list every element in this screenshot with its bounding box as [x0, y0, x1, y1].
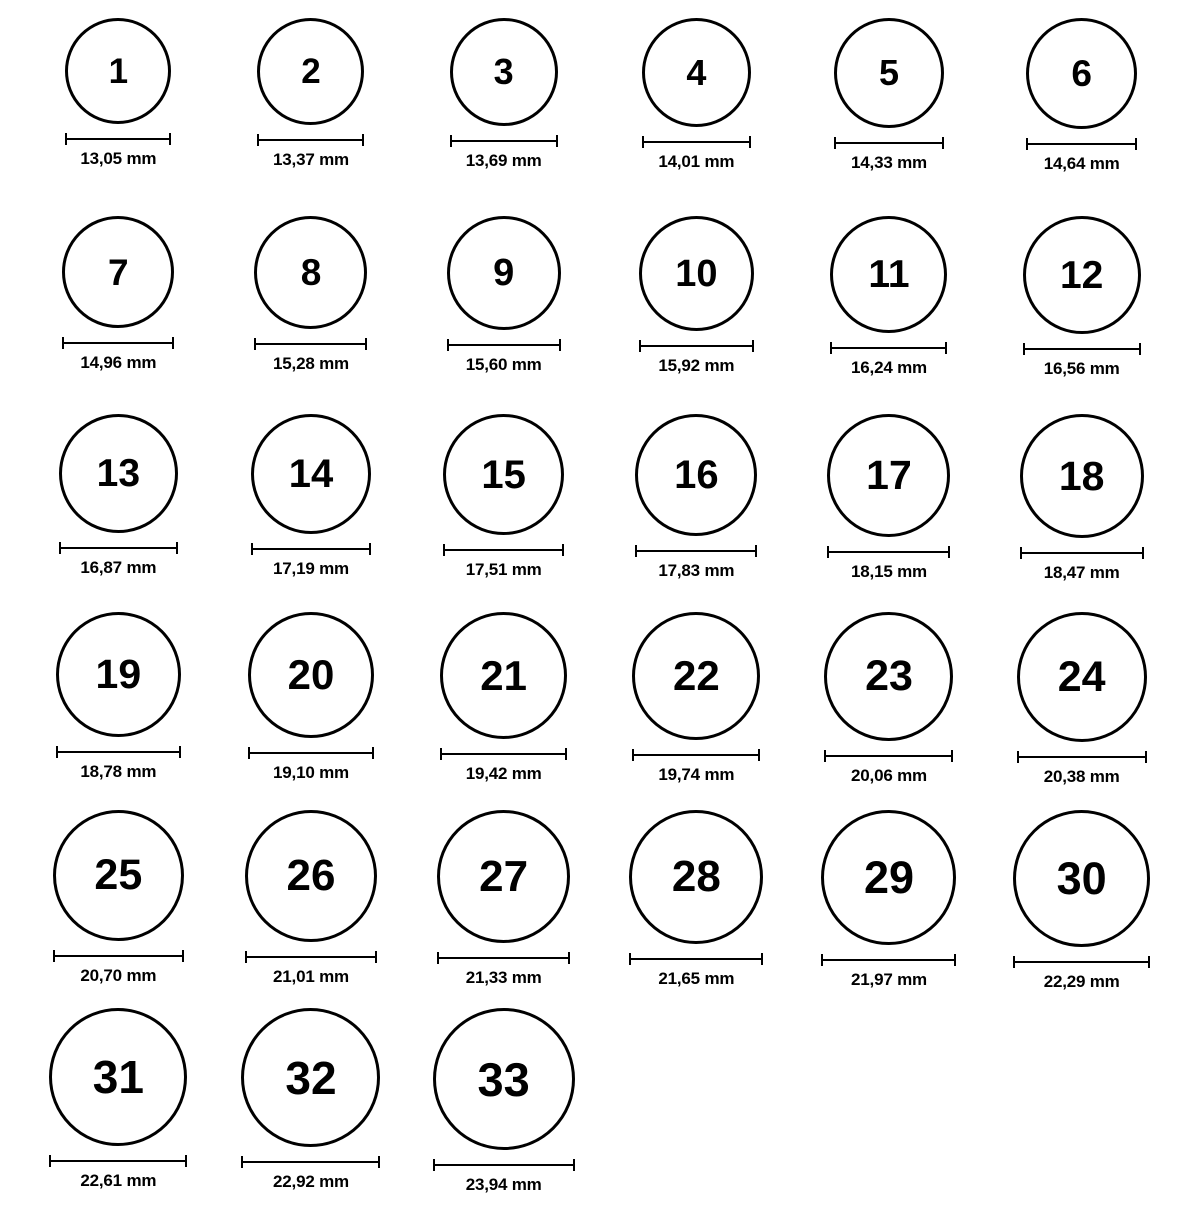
- diameter-measure-bar: [1017, 751, 1147, 763]
- ring-circle: [440, 612, 567, 739]
- ring-circle: [629, 810, 763, 944]
- measure-tick-left: [827, 546, 829, 558]
- ring-size-cell: [22, 414, 215, 612]
- measure-tick-left: [53, 950, 55, 962]
- measure-tick-right: [1135, 138, 1137, 150]
- ring-circle: [827, 414, 950, 537]
- measure-tick-right: [362, 134, 364, 146]
- ring-size-cell: [215, 1008, 408, 1206]
- ring-size-number: 7: [108, 251, 129, 293]
- diameter-label: 22,61 mm: [80, 1171, 157, 1190]
- ring-size-number: 24: [1057, 652, 1106, 701]
- diameter-label: 15,60 mm: [465, 355, 542, 374]
- diameter-label: 23,94 mm: [465, 1175, 542, 1194]
- diameter-label: 19,10 mm: [273, 763, 349, 782]
- measure-tick-right: [169, 133, 171, 145]
- measure-line: [241, 1161, 380, 1163]
- ring-circle: [257, 18, 364, 125]
- ring-size-cell: [407, 810, 600, 1008]
- diameter-label: 21,97 mm: [851, 970, 927, 989]
- ring-size-number: 14: [288, 452, 334, 496]
- measure-tick-left: [241, 1156, 243, 1168]
- ring-circle: [241, 1008, 380, 1147]
- diameter-measure-bar: [642, 136, 751, 148]
- measure-tick-right: [758, 749, 760, 761]
- measure-tick-right: [556, 135, 558, 147]
- measure-tick-right: [1139, 343, 1141, 355]
- measure-line: [248, 752, 374, 754]
- diameter-measure-bar: [1020, 547, 1144, 559]
- measure-line: [834, 142, 944, 144]
- diameter-label: 21,01 mm: [273, 967, 349, 986]
- measure-tick-right: [179, 746, 181, 758]
- ring-size-cell: [793, 612, 986, 810]
- ring-size-number: 20: [287, 651, 335, 698]
- diameter-label: 19,74 mm: [658, 765, 735, 784]
- measure-tick-right: [951, 750, 953, 762]
- measure-tick-left: [632, 749, 634, 761]
- measure-tick-left: [251, 543, 253, 555]
- ring-size-cell: [407, 216, 600, 414]
- ring-size-cell: [407, 414, 600, 612]
- diameter-label: 18,15 mm: [851, 562, 927, 581]
- measure-tick-left: [257, 134, 259, 146]
- diameter-measure-bar: [834, 137, 944, 149]
- measure-tick-left: [1023, 343, 1025, 355]
- ring-size-cell: [985, 810, 1178, 1008]
- measure-line: [824, 755, 953, 757]
- ring-size-number: 6: [1071, 53, 1092, 94]
- diameter-measure-bar: [629, 953, 763, 965]
- measure-tick-right: [559, 339, 561, 351]
- ring-size-cell: [600, 414, 793, 612]
- ring-size-cell: [407, 612, 600, 810]
- diameter-measure-bar: [827, 546, 950, 558]
- measure-tick-right: [562, 544, 564, 556]
- diameter-label: 14,96 mm: [80, 353, 157, 372]
- diameter-label: 18,78 mm: [80, 762, 157, 781]
- measure-line: [821, 959, 956, 961]
- diameter-label: 15,28 mm: [273, 354, 349, 373]
- diameter-measure-bar: [254, 338, 367, 350]
- ring-circle: [56, 612, 181, 737]
- measure-line: [440, 753, 567, 755]
- ring-circle: [437, 810, 570, 943]
- ring-circle: [447, 216, 561, 330]
- diameter-label: 14,64 mm: [1043, 154, 1120, 173]
- diameter-label: 17,83 mm: [658, 561, 735, 580]
- ring-size-cell: [407, 1008, 600, 1206]
- measure-line: [56, 751, 181, 753]
- diameter-measure-bar: [248, 747, 374, 759]
- measure-line: [450, 140, 558, 142]
- diameter-label: 21,65 mm: [658, 969, 735, 988]
- diameter-label: 13,05 mm: [80, 149, 157, 168]
- ring-size-number: 8: [300, 252, 322, 293]
- ring-circle: [450, 18, 558, 126]
- diameter-label: 14,33 mm: [851, 153, 927, 172]
- measure-tick-right: [182, 950, 184, 962]
- ring-size-number: 29: [863, 852, 915, 903]
- diameter-measure-bar: [245, 951, 377, 963]
- measure-tick-left: [245, 951, 247, 963]
- measure-tick-left: [639, 340, 641, 352]
- ring-circle: [53, 810, 184, 941]
- measure-tick-right: [568, 952, 570, 964]
- diameter-label: 18,47 mm: [1043, 563, 1120, 582]
- measure-line: [830, 347, 947, 349]
- diameter-measure-bar: [241, 1156, 380, 1168]
- measure-tick-right: [365, 338, 367, 350]
- ring-circle: [632, 612, 760, 740]
- ring-circle: [1020, 414, 1144, 538]
- ring-size-number: 10: [675, 252, 718, 295]
- ring-circle: [1023, 216, 1141, 334]
- ring-size-cell: [407, 18, 600, 216]
- measure-tick-left: [248, 747, 250, 759]
- measure-tick-right: [942, 137, 944, 149]
- diameter-measure-bar: [1013, 956, 1150, 968]
- measure-line: [437, 957, 570, 959]
- ring-circle: [245, 810, 377, 942]
- diameter-measure-bar: [53, 950, 184, 962]
- diameter-measure-bar: [440, 748, 567, 760]
- ring-size-cell: [600, 810, 793, 1008]
- ring-size-number: 22: [672, 652, 720, 699]
- measure-line: [254, 343, 367, 345]
- diameter-label: 17,19 mm: [273, 559, 349, 578]
- ring-circle: [433, 1008, 575, 1150]
- measure-tick-left: [1020, 547, 1022, 559]
- measure-tick-left: [443, 544, 445, 556]
- ring-size-number: 3: [493, 51, 514, 92]
- measure-tick-left: [437, 952, 439, 964]
- ring-size-cell: [215, 810, 408, 1008]
- ring-size-cell: [985, 612, 1178, 810]
- ring-size-number: 19: [95, 651, 142, 697]
- measure-tick-right: [948, 546, 950, 558]
- measure-tick-right: [573, 1159, 575, 1171]
- measure-line: [59, 547, 178, 549]
- diameter-label: 13,37 mm: [273, 150, 349, 169]
- diameter-label: 20,06 mm: [851, 766, 927, 785]
- diameter-label: 16,87 mm: [80, 558, 157, 577]
- ring-size-cell: [793, 216, 986, 414]
- ring-circle: [635, 414, 757, 536]
- ring-size-cell: [215, 612, 408, 810]
- ring-size-number: 27: [479, 851, 529, 901]
- measure-tick-right: [378, 1156, 380, 1168]
- ring-size-cell: [985, 414, 1178, 612]
- ring-size-number: 23: [865, 652, 913, 700]
- measure-tick-right: [1145, 751, 1147, 763]
- measure-tick-right: [375, 951, 377, 963]
- diameter-label: 13,69 mm: [465, 151, 542, 170]
- diameter-label: 20,38 mm: [1043, 767, 1120, 786]
- measure-tick-right: [172, 337, 174, 349]
- diameter-label: 20,70 mm: [80, 966, 157, 985]
- ring-size-number: 21: [480, 651, 528, 699]
- ring-circle: [642, 18, 751, 127]
- measure-line: [1013, 961, 1150, 963]
- ring-size-number: 18: [1058, 452, 1105, 499]
- measure-tick-right: [185, 1155, 187, 1167]
- measure-line: [49, 1160, 187, 1162]
- measure-line: [1020, 552, 1144, 554]
- diameter-measure-bar: [59, 542, 178, 554]
- measure-line: [629, 958, 763, 960]
- measure-tick-right: [749, 136, 751, 148]
- ring-size-number: 11: [868, 253, 910, 296]
- diameter-measure-bar: [1026, 138, 1137, 150]
- ring-size-cell: [985, 18, 1178, 216]
- diameter-measure-bar: [443, 544, 564, 556]
- ring-size-number: 31: [92, 1051, 144, 1103]
- diameter-measure-bar: [639, 340, 754, 352]
- measure-line: [639, 345, 754, 347]
- ring-size-number: 26: [286, 851, 336, 900]
- ring-size-cell: [793, 810, 986, 1008]
- measure-tick-right: [565, 748, 567, 760]
- measure-tick-left: [450, 135, 452, 147]
- measure-line: [65, 138, 171, 140]
- measure-tick-left: [834, 137, 836, 149]
- measure-tick-left: [65, 133, 67, 145]
- ring-size-cell: [600, 18, 793, 216]
- ring-size-number: 5: [878, 52, 899, 93]
- measure-tick-right: [954, 954, 956, 966]
- measure-tick-right: [755, 545, 757, 557]
- measure-tick-left: [59, 542, 61, 554]
- ring-circle: [248, 612, 374, 738]
- ring-size-cell: [985, 216, 1178, 414]
- measure-tick-left: [830, 342, 832, 354]
- ring-size-number: 33: [477, 1052, 530, 1106]
- measure-tick-left: [629, 953, 631, 965]
- diameter-label: 21,33 mm: [465, 968, 542, 987]
- diameter-measure-bar: [830, 342, 947, 354]
- ring-size-cell: [215, 414, 408, 612]
- measure-tick-left: [1026, 138, 1028, 150]
- measure-tick-left: [56, 746, 58, 758]
- ring-size-cell: [22, 216, 215, 414]
- measure-tick-left: [49, 1155, 51, 1167]
- measure-tick-left: [254, 338, 256, 350]
- measure-line: [447, 344, 561, 346]
- measure-tick-left: [635, 545, 637, 557]
- diameter-measure-bar: [437, 952, 570, 964]
- measure-line: [433, 1164, 575, 1166]
- measure-line: [827, 551, 950, 553]
- measure-tick-left: [642, 136, 644, 148]
- measure-tick-left: [440, 748, 442, 760]
- diameter-label: 19,42 mm: [465, 764, 542, 783]
- diameter-measure-bar: [65, 133, 171, 145]
- measure-tick-left: [62, 337, 64, 349]
- ring-circle: [443, 414, 564, 535]
- diameter-measure-bar: [635, 545, 757, 557]
- ring-size-number: 30: [1056, 853, 1107, 904]
- measure-tick-left: [1017, 751, 1019, 763]
- measure-tick-left: [447, 339, 449, 351]
- measure-line: [257, 139, 364, 141]
- measure-tick-left: [1013, 956, 1015, 968]
- measure-line: [251, 548, 371, 550]
- ring-size-cell: [600, 216, 793, 414]
- ring-size-number: 17: [866, 452, 912, 498]
- ring-circle: [1026, 18, 1137, 129]
- ring-size-number: 15: [481, 452, 526, 497]
- ring-circle: [65, 18, 171, 124]
- ring-circle: [49, 1008, 187, 1146]
- measure-line: [53, 955, 184, 957]
- ring-size-cell: [22, 1008, 215, 1206]
- ring-size-cell: [22, 18, 215, 216]
- ring-circle: [830, 216, 947, 333]
- measure-tick-right: [945, 342, 947, 354]
- ring-size-number: 2: [301, 52, 321, 91]
- measure-tick-right: [752, 340, 754, 352]
- diameter-label: 22,92 mm: [273, 1172, 349, 1191]
- ring-size-cell: [600, 612, 793, 810]
- ring-size-cell: [793, 414, 986, 612]
- measure-tick-right: [369, 543, 371, 555]
- diameter-label: 15,92 mm: [658, 356, 735, 375]
- ring-circle: [821, 810, 956, 945]
- ring-size-grid: [22, 18, 1178, 1206]
- ring-size-number: 16: [674, 453, 719, 497]
- measure-line: [1023, 348, 1141, 350]
- ring-size-cell: [215, 18, 408, 216]
- measure-line: [1017, 756, 1147, 758]
- ring-size-number: 25: [94, 851, 143, 899]
- ring-size-number: 12: [1059, 253, 1104, 297]
- diameter-measure-bar: [821, 954, 956, 966]
- ring-circle: [639, 216, 754, 331]
- measure-line: [1026, 143, 1137, 145]
- ring-size-number: 1: [108, 51, 129, 91]
- diameter-label: 16,56 mm: [1043, 359, 1120, 378]
- diameter-label: 14,01 mm: [658, 152, 735, 171]
- ring-size-number: 4: [686, 51, 707, 93]
- measure-line: [443, 549, 564, 551]
- diameter-label: 16,24 mm: [851, 358, 927, 377]
- ring-circle: [59, 414, 178, 533]
- diameter-measure-bar: [450, 135, 558, 147]
- diameter-measure-bar: [433, 1159, 575, 1171]
- ring-size-number: 32: [285, 1051, 337, 1104]
- measure-line: [635, 550, 757, 552]
- measure-tick-left: [824, 750, 826, 762]
- ring-circle: [251, 414, 371, 534]
- measure-line: [642, 141, 751, 143]
- measure-line: [632, 754, 760, 756]
- measure-line: [245, 956, 377, 958]
- ring-circle: [824, 612, 953, 741]
- diameter-measure-bar: [447, 339, 561, 351]
- diameter-measure-bar: [49, 1155, 187, 1167]
- ring-circle: [254, 216, 367, 329]
- measure-tick-right: [761, 953, 763, 965]
- measure-tick-right: [1148, 956, 1150, 968]
- ring-size-cell: [215, 216, 408, 414]
- measure-tick-left: [821, 954, 823, 966]
- ring-circle: [834, 18, 944, 128]
- ring-size-cell: [22, 810, 215, 1008]
- ring-size-number: 9: [493, 252, 515, 294]
- ring-size-cell: [22, 612, 215, 810]
- measure-tick-right: [1142, 547, 1144, 559]
- diameter-measure-bar: [257, 134, 364, 146]
- ring-size-number: 28: [671, 852, 721, 901]
- diameter-measure-bar: [824, 750, 953, 762]
- diameter-measure-bar: [62, 337, 174, 349]
- ring-circle: [62, 216, 174, 328]
- measure-tick-right: [372, 747, 374, 759]
- ring-circle: [1013, 810, 1150, 947]
- ring-size-number: 13: [96, 452, 141, 495]
- ring-size-cell: [793, 18, 986, 216]
- diameter-measure-bar: [632, 749, 760, 761]
- diameter-measure-bar: [251, 543, 371, 555]
- diameter-measure-bar: [56, 746, 181, 758]
- diameter-label: 17,51 mm: [465, 560, 542, 579]
- measure-tick-right: [176, 542, 178, 554]
- measure-line: [62, 342, 174, 344]
- measure-tick-left: [433, 1159, 435, 1171]
- diameter-measure-bar: [1023, 343, 1141, 355]
- ring-circle: [1017, 612, 1147, 742]
- diameter-label: 22,29 mm: [1043, 972, 1120, 991]
